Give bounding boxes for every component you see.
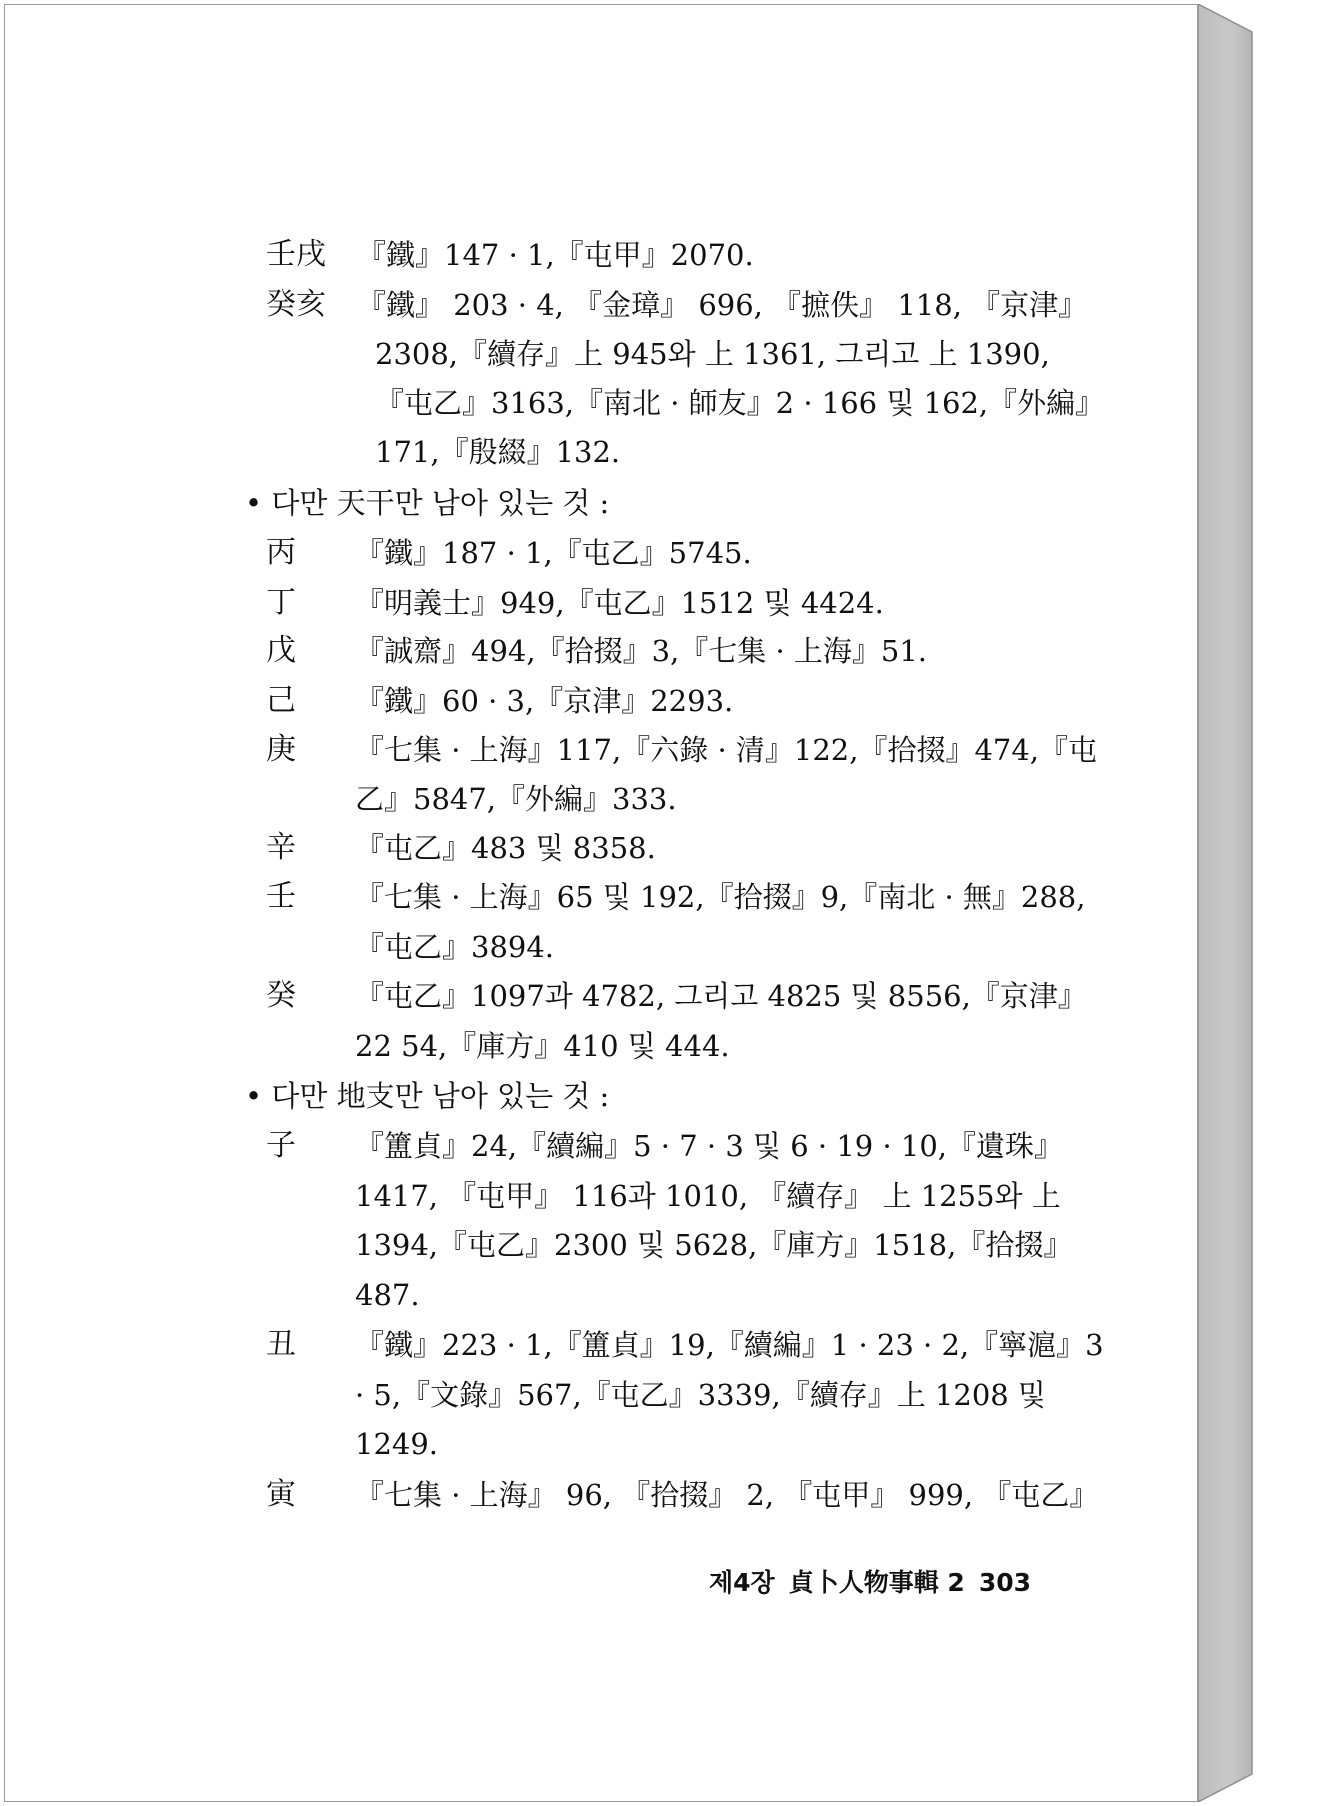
entry-line: 22 54,『庫方』410 및 444.	[355, 1029, 730, 1063]
entry-line: 『鐵』223 · 1,『簠貞』19,『續編』1 · 23 · 2,『寧滬』3	[355, 1328, 1104, 1362]
entry-line: 487.	[355, 1278, 420, 1312]
entry-line: 『屯乙』1097과 4782, 그리고 4825 및 8556,『京津』	[355, 979, 1087, 1013]
page-content	[5, 5, 1199, 1803]
entry-label: 丑	[266, 1327, 296, 1362]
entry-line: 『鐵』147 · 1,『屯甲』2070.	[357, 238, 754, 272]
entry-line: 2308,『續存』上 945와 上 1361, 그리고 上 1390,	[375, 337, 1050, 371]
entry-label: 己	[266, 683, 296, 718]
entry-label: 壬戌	[266, 237, 326, 272]
entry-label: 辛	[266, 830, 296, 865]
entry-line: 1394,『屯乙』2300 및 5628,『庫方』1518,『拾掇』	[355, 1228, 1073, 1262]
entry-label: 子	[266, 1128, 296, 1163]
footer-chapter: 제4장	[709, 1568, 775, 1597]
entry-line: 『明義士』949,『屯乙』1512 및 4424.	[355, 586, 884, 620]
book-spine-edge	[1198, 4, 1256, 1802]
entry-label: 癸亥	[266, 287, 326, 322]
entry-line: 『屯乙』3894.	[355, 930, 555, 964]
page-sheet	[4, 4, 1198, 1802]
entry-line: · 5,『文錄』567,『屯乙』3339,『續存』上 1208 및	[355, 1378, 1046, 1412]
section-heading: • 다만 地支만 남아 있는 것 :	[245, 1079, 610, 1113]
entry-line: 『鐵』60 · 3,『京津』2293.	[355, 684, 734, 718]
entry-line: 『鐵』187 · 1,『屯乙』5745.	[355, 536, 752, 570]
entry-line: 1417, 『屯甲』 116과 1010, 『續存』 上 1255와 上	[355, 1179, 1061, 1213]
entry-line: 『屯乙』483 및 8358.	[355, 831, 656, 865]
entry-line: 『屯乙』3163,『南北 · 師友』2 · 166 및 162,『外編』	[375, 386, 1105, 420]
footer-title: 貞卜人物事輯 2	[788, 1568, 965, 1597]
page-footer	[709, 1567, 1031, 1599]
page-number: 303	[978, 1568, 1031, 1597]
entry-line: 『鐵』 203 · 4, 『金璋』 696, 『摭佚』 118, 『京津』	[357, 288, 1088, 322]
entry-line: 『七集 · 上海』65 및 192,『拾掇』9,『南北 · 無』288,	[355, 880, 1086, 914]
entry-label: 丁	[266, 585, 296, 620]
entry-line: 乙』5847,『外編』333.	[355, 782, 677, 816]
entry-label: 寅	[266, 1477, 296, 1512]
entry-label: 癸	[266, 978, 296, 1013]
entry-line: 『簠貞』24,『續編』5 · 7 · 3 및 6 · 19 · 10,『遺珠』	[355, 1129, 1064, 1163]
entry-line: 『誠齋』494,『拾掇』3,『七集 · 上海』51.	[355, 634, 928, 668]
entry-line: 『七集 · 上海』117,『六錄 · 清』122,『拾掇』474,『屯	[355, 733, 1098, 767]
entry-label: 庚	[266, 732, 296, 767]
entry-line: 『七集 · 上海』 96, 『拾掇』 2, 『屯甲』 999, 『屯乙』	[355, 1478, 1099, 1512]
section-heading: • 다만 天干만 남아 있는 것 :	[245, 486, 610, 520]
entry-line: 1249.	[355, 1427, 439, 1461]
book-spine-graphic	[1198, 4, 1256, 1802]
entry-label: 戊	[266, 633, 296, 668]
entry-label: 丙	[266, 535, 296, 570]
entry-line: 171,『殷綴』132.	[375, 435, 621, 469]
entry-label: 壬	[266, 879, 296, 914]
